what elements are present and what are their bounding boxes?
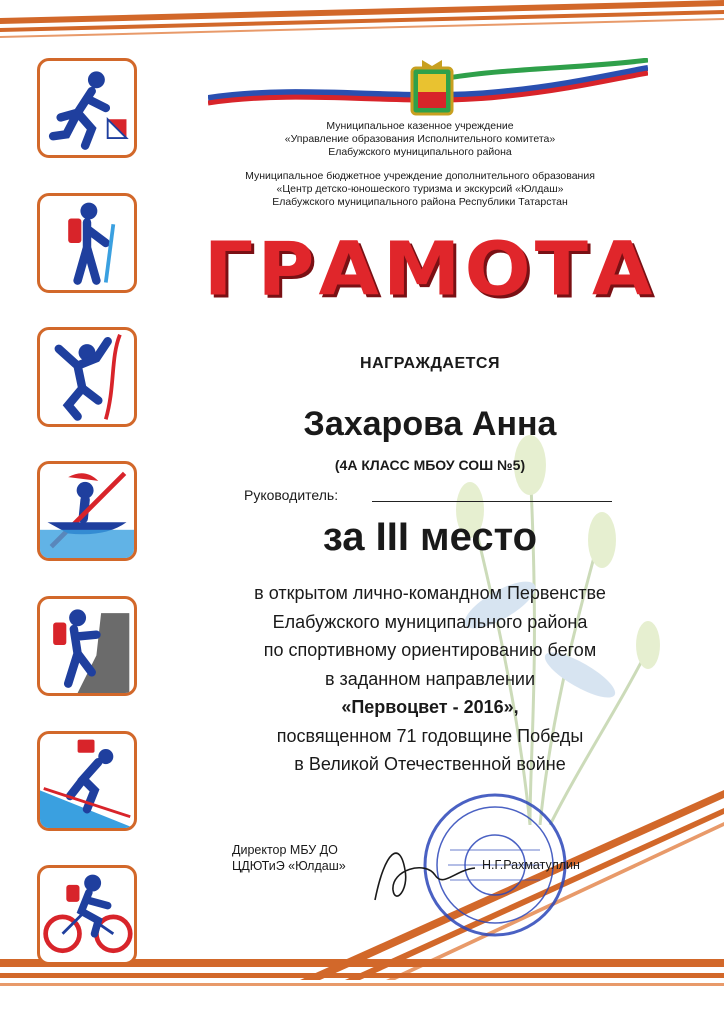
director-title-line-2: ЦДЮТиЭ «Юлдаш» bbox=[232, 859, 346, 873]
certificate-title: ГРАМОТА bbox=[203, 227, 657, 313]
issuer-2-line-1: Муниципальное бюджетное учреждение дополнительного образования bbox=[245, 170, 595, 182]
director-title bbox=[232, 842, 346, 874]
award-description bbox=[180, 579, 680, 779]
director-signature bbox=[365, 830, 485, 910]
issuer-1-line-2: «Управление образования Исполнительного комитета» bbox=[284, 133, 556, 145]
cycling-icon bbox=[37, 865, 137, 965]
description-line-4: в заданном направлении bbox=[324, 668, 536, 689]
climbing-icon bbox=[37, 327, 137, 427]
issuer-2-line-2: «Центр детско-юношеского туризма и экскурсий «Юлдаш» bbox=[276, 183, 564, 195]
leader-label: Руководитель: bbox=[244, 487, 339, 503]
hiking-icon bbox=[37, 193, 137, 293]
skiing-icon bbox=[37, 731, 137, 831]
issuer-organization-2 bbox=[160, 170, 680, 209]
top-decorative-stripes bbox=[0, 0, 724, 60]
issuer-1-line-3: Елабужского муниципального района bbox=[328, 146, 512, 158]
event-name: «Первоцвет - 2016», bbox=[341, 697, 519, 717]
recipient-name: Захарова Анна bbox=[303, 405, 557, 443]
kayaking-icon bbox=[37, 461, 137, 561]
coat-of-arms-emblem bbox=[408, 60, 456, 118]
description-line-2: Елабужского муниципального района bbox=[272, 611, 588, 632]
running-orienteering-icon bbox=[37, 58, 137, 158]
description-line-7: в Великой Отечественной войне bbox=[294, 754, 566, 774]
awarded-label: НАГРАЖДАЕТСЯ bbox=[360, 355, 500, 372]
description-line-3: по спортивному ориентированию бегом bbox=[263, 640, 597, 660]
bottom-decorative-stripes bbox=[0, 955, 724, 1024]
description-line-1: в открытом лично-командном Первенстве bbox=[254, 583, 606, 603]
issuer-organization-1 bbox=[160, 120, 680, 159]
issuer-1-line-1: Муниципальное казенное учреждение bbox=[326, 120, 514, 132]
recipient-class: (4А КЛАСС МБОУ СОШ №5) bbox=[334, 457, 526, 473]
issuer-2-line-3: Елабужского муниципального района Республики Татарстан bbox=[272, 196, 568, 208]
description-line-6: посвященном 71 годовщине Победы bbox=[276, 725, 584, 746]
place-awarded: за III место bbox=[322, 515, 538, 559]
leader-blank-line bbox=[372, 501, 612, 502]
director-name: Н.Г.Рахматуллин bbox=[482, 858, 580, 872]
director-title-line-1: Директор МБУ ДО bbox=[232, 843, 338, 857]
mountaineering-icon bbox=[37, 596, 137, 696]
